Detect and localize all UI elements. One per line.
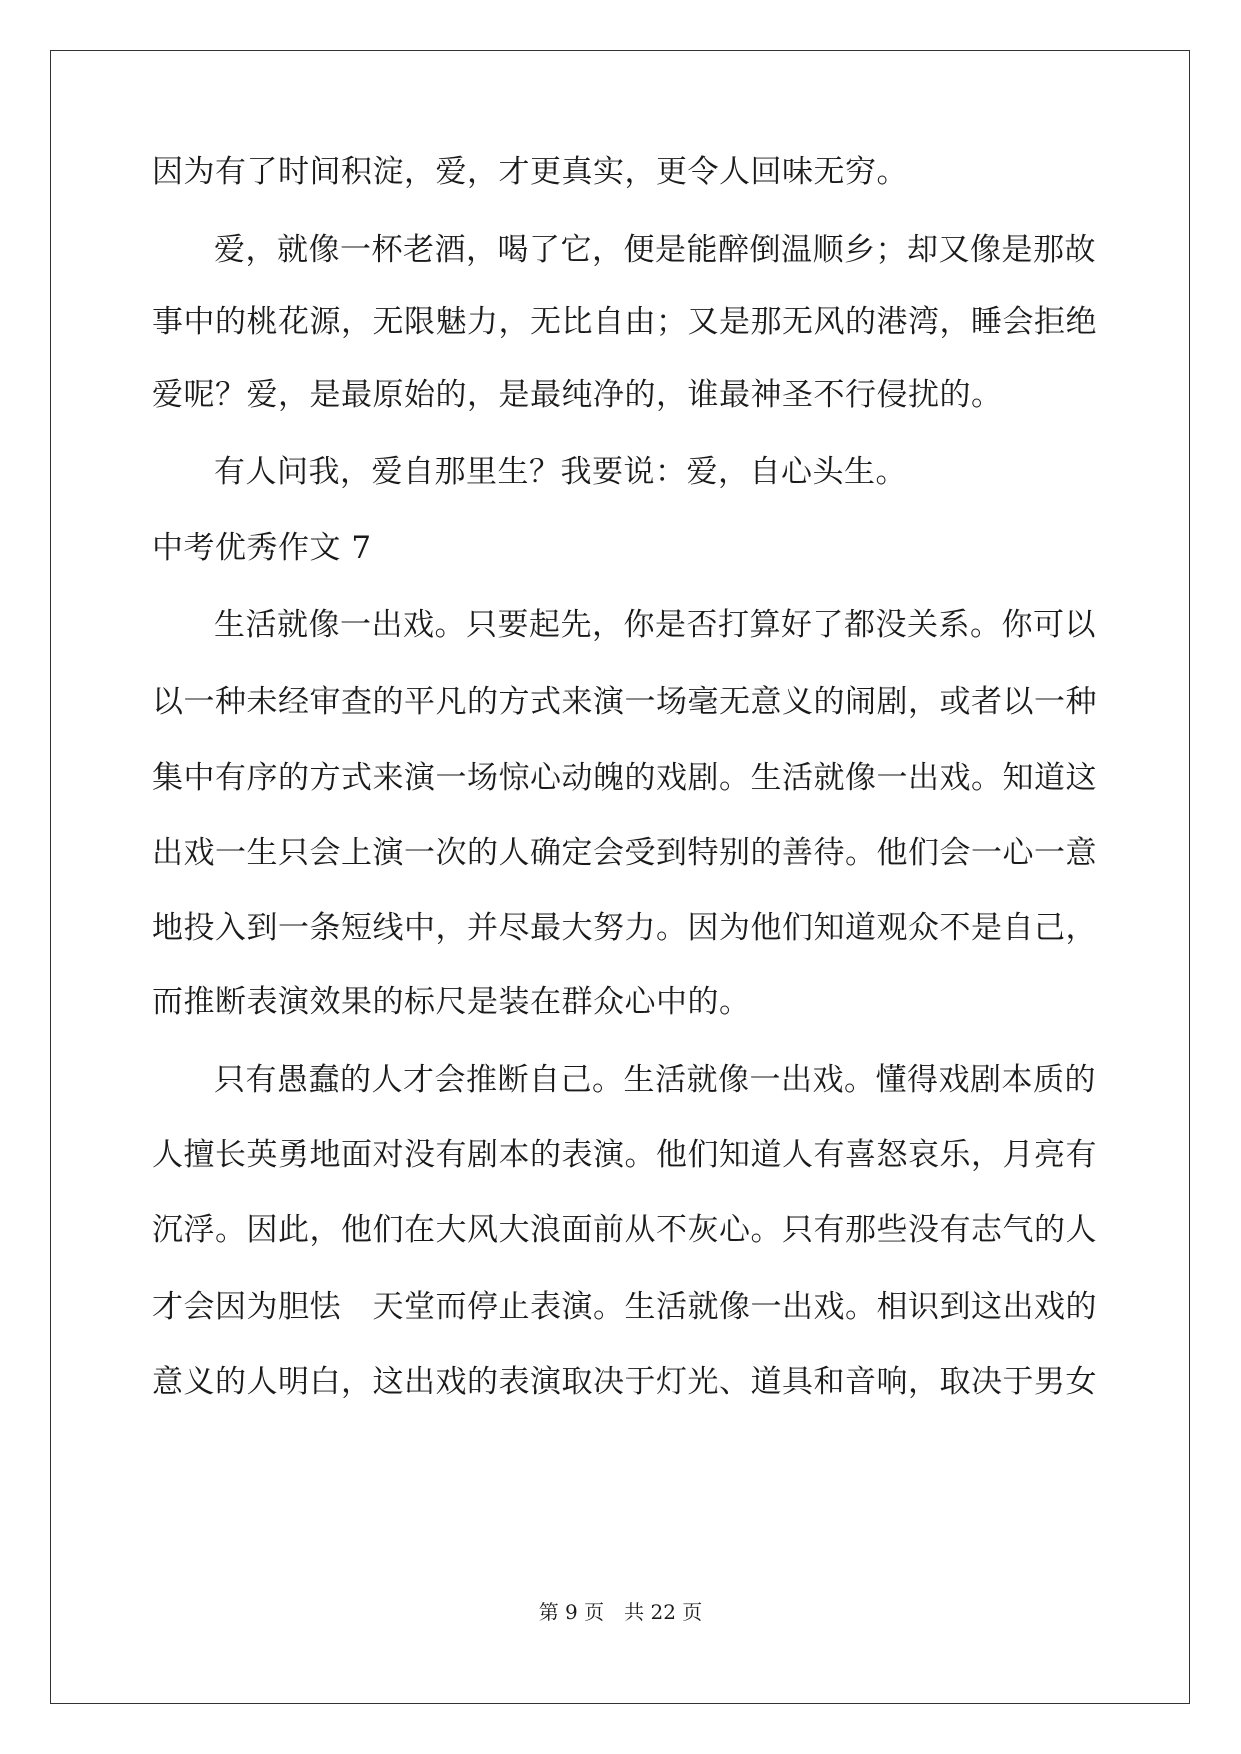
text-line: 事中的桃花源，无限魅力，无比自由；又是那无风的港湾，睡会拒绝 <box>152 304 1097 340</box>
text-line: 有人问我，爱自那里生？我要说：爱，自心头生。 <box>214 454 907 490</box>
page-footer: 第 9 页 共 22 页 <box>538 1600 703 1624</box>
text-line: 沉浮。因此，他们在大风大浪面前从不灰心。只有那些没有志气的人 <box>152 1212 1097 1248</box>
text-line: 集中有序的方式来演一场惊心动魄的戏剧。生活就像一出戏。知道这 <box>152 760 1097 796</box>
text-line: 出戏一生只会上演一次的人确定会受到特别的善待。他们会一心一意 <box>152 835 1097 871</box>
page-border <box>50 50 1190 1704</box>
text-line: 地投入到一条短线中，并尽最大努力。因为他们知道观众不是自己， <box>152 910 1097 946</box>
text-line: 以一种未经审查的平凡的方式来演一场毫无意义的闹剧，或者以一种 <box>152 684 1097 720</box>
section-heading: 中考优秀作文 7 <box>152 530 372 566</box>
text-line: 人擅长英勇地面对没有剧本的表演。他们知道人有喜怒哀乐，月亮有 <box>152 1137 1097 1173</box>
text-line: 而推断表演效果的标尺是装在群众心中的。 <box>152 984 751 1020</box>
text-line: 爱呢？爱，是最原始的，是最纯净的，谁最神圣不行侵扰的。 <box>152 377 1003 413</box>
text-line: 因为有了时间积淀，爱，才更真实，更令人回味无穷。 <box>152 154 908 190</box>
text-line: 只有愚蠢的人才会推断自己。生活就像一出戏。懂得戏剧本质的 <box>214 1062 1096 1098</box>
text-line: 生活就像一出戏。只要起先，你是否打算好了都没关系。你可以 <box>214 607 1096 643</box>
text-line: 才会因为胆怯 天堂而停止表演。生活就像一出戏。相识到这出戏的 <box>152 1289 1097 1325</box>
text-line: 爱，就像一杯老酒，喝了它，便是能醉倒温顺乡；却又像是那故 <box>214 232 1096 268</box>
text-line: 意义的人明白，这出戏的表演取决于灯光、道具和音响，取决于男女 <box>152 1364 1097 1400</box>
